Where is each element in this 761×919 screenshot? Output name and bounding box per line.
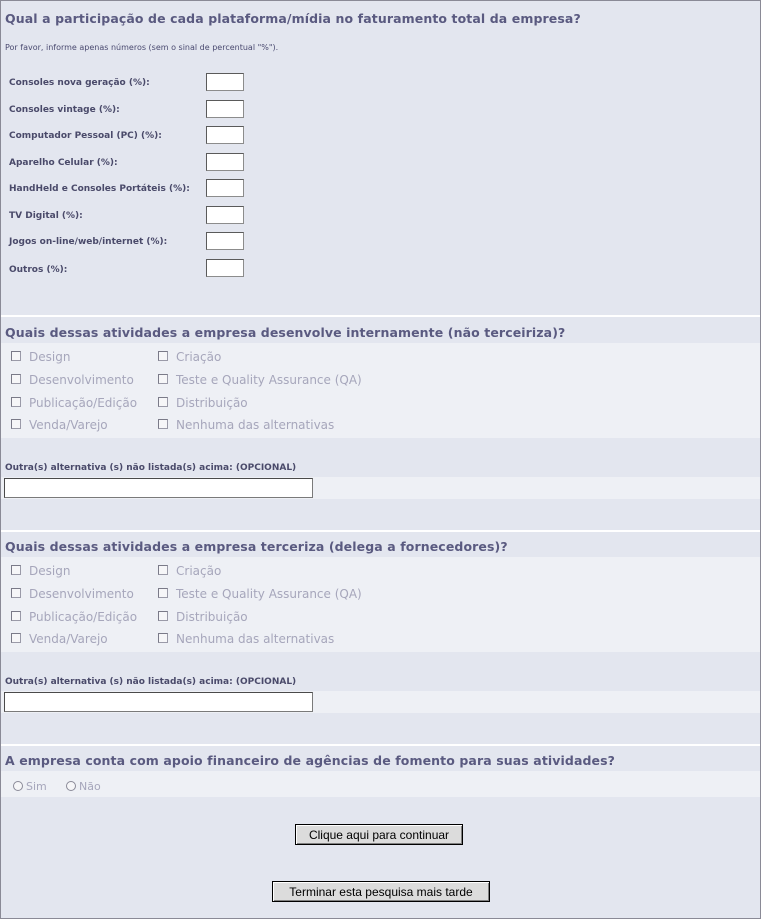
radio-button[interactable] [66,781,76,791]
field-label-tv-digital: TV Digital (%): [9,211,83,221]
q3-options-panel [1,557,760,652]
jogos-online-input[interactable] [206,232,244,250]
checkbox[interactable] [158,633,168,643]
checkbox[interactable] [11,611,21,621]
separator [1,530,760,532]
checkbox[interactable] [11,397,21,407]
q3-title: Quais dessas atividades a empresa terceriza (delega a fornecedores)? [5,539,508,554]
celular-input[interactable] [206,153,244,171]
outros-input[interactable] [206,259,244,277]
field-label-consoles-vintage: Consoles vintage (%): [9,105,120,115]
checkbox[interactable] [11,565,21,575]
separator [1,744,760,746]
field-label-celular: Aparelho Celular (%): [9,158,118,168]
separator [1,315,760,317]
finish-later-button[interactable]: Terminar esta pesquisa mais tarde [272,881,490,902]
continue-button[interactable]: Clique aqui para continuar [295,824,463,845]
pc-input[interactable] [206,126,244,144]
q4-title: A empresa conta com apoio financeiro de agências de fomento para suas atividades? [5,753,616,768]
q2-other-label: Outra(s) alternativa (s) não listada(s) acima: (OPCIONAL) [5,463,297,473]
q1-title: Qual a participação de cada plataforma/mídia no faturamento total da empresa? [5,11,581,26]
field-label-handheld: HandHeld e Consoles Portáteis (%): [9,184,190,194]
consoles-nova-input[interactable] [206,73,244,91]
q4-options-panel [1,771,760,797]
checkbox[interactable] [11,633,21,643]
tv-digital-input[interactable] [206,206,244,224]
q3-other-input[interactable] [4,692,313,712]
q2-other-input[interactable] [4,478,313,498]
handheld-input[interactable] [206,179,244,197]
q1-note: Por favor, informe apenas números (sem o sinal de percentual "%"). [5,43,279,52]
q2-title: Quais dessas atividades a empresa desenvolve internamente (não terceiriza)? [5,325,566,340]
checkbox[interactable] [158,565,168,575]
checkbox[interactable] [158,397,168,407]
checkbox[interactable] [158,419,168,429]
checkbox[interactable] [11,374,21,384]
checkbox[interactable] [11,419,21,429]
checkbox[interactable] [11,351,21,361]
consoles-vintage-input[interactable] [206,100,244,118]
checkbox[interactable] [11,588,21,598]
field-label-outros: Outros (%): [9,265,68,275]
checkbox[interactable] [158,611,168,621]
field-label-pc: Computador Pessoal (PC) (%): [9,131,162,141]
field-label-jogos-online: Jogos on-line/web/internet (%): [9,237,168,247]
checkbox[interactable] [158,588,168,598]
field-label-consoles-nova: Consoles nova geração (%): [9,78,150,88]
checkbox[interactable] [158,374,168,384]
radio-button[interactable] [13,781,23,791]
q3-other-label: Outra(s) alternativa (s) não listada(s) acima: (OPCIONAL) [5,677,297,687]
checkbox[interactable] [158,351,168,361]
survey-form: Qual a participação de cada plataforma/mídia no faturamento total da empresa? Por favor, informe apenas números (sem o sinal de percentual "%"). Consoles nova geração (%): Consoles vintage (%): Computador Pessoal (PC) (%): Aparelho Celular (%): HandHeld e Consoles Portáteis (%): TV Digital (%): Jogos on-line/web/internet (%): Outros (%): Quais dessas atividades a empresa desenvolve internamente (não terceiriza)? Design Criação Desenvolvimento Teste e Quality Assurance (QA) Publicação/Edição Distribuição Venda/Varejo Nenhuma das alternativas Outra(s) alternativa (s) não listada(s) acima: (OPCIONAL) Quais dessas atividades a empresa terceriza (delega a fornecedores)? Design Criação Desenvolvimento Teste e Quality Assurance (QA) Publicação/Edição Distribuição Venda/Varejo Nenhuma das alternativas Outra(s) alternativa (s) não listada(s) acima: (OPCIONAL) A empresa conta com apoio financeiro de agências de fomento para suas atividades? Sim Não Clique aqui para continuar Terminar esta pesquisa mais tarde [0,0,761,919]
q2-options-panel [1,343,760,438]
